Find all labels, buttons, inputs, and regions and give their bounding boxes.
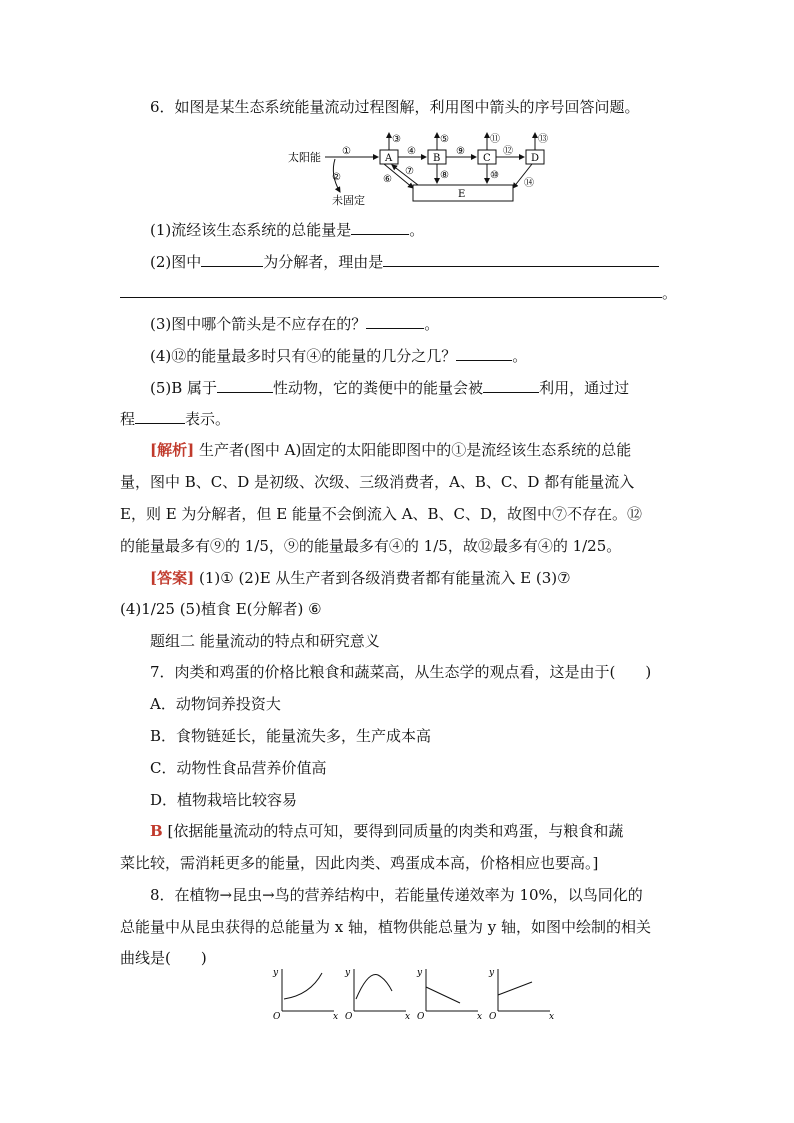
y-axis-label: y [489,968,495,978]
answer-blank[interactable] [201,251,263,267]
sun-label: 太阳能 [288,151,321,164]
x-axis-label: x [549,1012,555,1020]
q8-stem-l2: 总能量中从昆虫获得的总能量为 x 轴，植物供能总量为 y 轴，如图中绘制的相关 [120,918,652,936]
q8-stem: 8．在植物→昆虫→鸟的营养结构中，若能量传递效率为 10%，以鸟同化的 [150,886,643,904]
q6-sub2-cont: 。 [120,282,674,303]
q6-analysis-l3: E，则 E 为分解者，但 E 能量不会倒流入 A、B、C、D，故图中⑦不存在。⑫ [120,505,643,523]
arrow-12-label: ⑫ [503,146,513,157]
arrow-5-label: ⑤ [440,134,449,145]
y-axis-label: y [273,968,279,978]
arrow-9-label: ⑨ [456,146,465,157]
arrow-11-label: ⑪ [490,134,500,145]
arrow-3-label: ③ [392,134,401,145]
group-heading: 题组二 能量流动的特点和研究意义 [150,632,380,650]
q6-sub4: (4)⑫的能量最多时只有④的能量的几分之几？ 。 [150,347,528,365]
arrow-14-label: ⑭ [524,178,534,189]
box-d-label: D [531,153,540,164]
arrow-7-label: ⑦ [405,166,414,177]
unfixed-label: 未固定 [332,194,365,207]
origin-label: O [273,1012,281,1020]
q6-stem: 6．如图是某生态系统能量流动过程图解，利用图中箭头的序号回答问题。 [150,98,640,116]
q6-sub2: (2)图中 为分解者，理由是 [150,251,674,272]
y-axis-label: y [417,968,423,978]
option-curve-b[interactable] [342,965,412,1020]
box-e-label: E [458,189,466,200]
arrow-2-label: ② [332,172,341,183]
x-axis-label: x [333,1012,339,1020]
arrow-13-label: ⑬ [538,134,548,145]
q7-option-b[interactable]: B．食物链延长，能量流失多，生产成本高 [150,727,432,745]
answer-blank[interactable] [120,282,662,298]
arrow-4-label: ④ [407,146,416,157]
arrow-10-label: ⑩ [490,170,499,181]
q7-option-c[interactable]: C．动物性食品营养价值高 [150,759,327,777]
y-axis-label: y [345,968,351,978]
box-c-label: C [483,153,491,164]
answer-blank[interactable] [351,219,409,235]
arrow-8-label: ⑧ [440,170,449,181]
answer-blank[interactable] [383,251,659,267]
energy-flow-diagram [280,130,560,210]
origin-label: O [417,1012,425,1020]
q6-sub1: (1)流经该生态系统的总能量是 。 [150,221,425,239]
q7-explanation: B [依据能量流动的特点可知，要得到同质量的肉类和鸡蛋，与粮食和蔬 [150,822,624,840]
q6-answer: [答案] (1)① (2)E 从生产者到各级消费者都有能量流入 E (3)⑦ [150,569,571,587]
answer-blank[interactable] [483,377,539,393]
q6-sub5-cont: 程 表示。 [120,410,231,428]
q6-answer-l2: (4)1/25 (5)植食 E(分解者) ⑥ [120,600,322,618]
origin-label: O [345,1012,353,1020]
q6-analysis-l4: 的能量最多有⑨的 1/5，⑨的能量最多有④的 1/5，故⑫最多有④的 1/25。 [120,537,622,555]
q7-stem: 7．肉类和鸡蛋的价格比粮食和蔬菜高，从生态学的观点看，这是由于( ) [150,663,652,681]
option-curve-a[interactable] [270,965,340,1020]
q6-analysis-l2: 量，图中 B、C、D 是初级、次级、三级消费者，A、B、C、D 都有能量流入 [120,473,635,491]
answer-blank[interactable] [366,313,424,329]
arrow-6-label: ⑥ [383,174,392,185]
option-curve-d[interactable] [486,965,556,1020]
q8-stem-l3: 曲线是( ) [120,949,207,967]
q7-answer: B [150,822,163,840]
q7-option-d[interactable]: D．植物栽培比较容易 [150,791,298,809]
box-a-label: A [385,153,393,164]
answer-blank[interactable] [135,408,185,424]
answer-blank[interactable] [456,345,512,361]
q6-analysis: [解析] 生产者(图中 A)固定的太阳能即图中的①是流经该生态系统的总能 [150,441,632,459]
origin-label: O [489,1012,497,1020]
x-axis-label: x [405,1012,411,1020]
q7-explanation-l2: 菜比较，需消耗更多的能量，因此肉类、鸡蛋成本高，价格相应也要高。] [120,854,599,872]
q7-option-a[interactable]: A．动物饲养投资大 [150,695,281,713]
x-axis-label: x [477,1012,483,1020]
answer-tag: [答案] [150,569,195,587]
arrow-1-label: ① [342,146,351,157]
box-b-label: B [433,153,441,164]
q6-sub5: (5)B 属于 性动物，它的粪便中的能量会被 利用，通过过 [150,379,630,397]
q6-sub3: (3)图中哪个箭头是不应存在的？ 。 [150,315,440,333]
answer-blank[interactable] [217,377,273,393]
analysis-tag: [解析] [150,441,195,459]
option-curve-c[interactable] [414,965,484,1020]
